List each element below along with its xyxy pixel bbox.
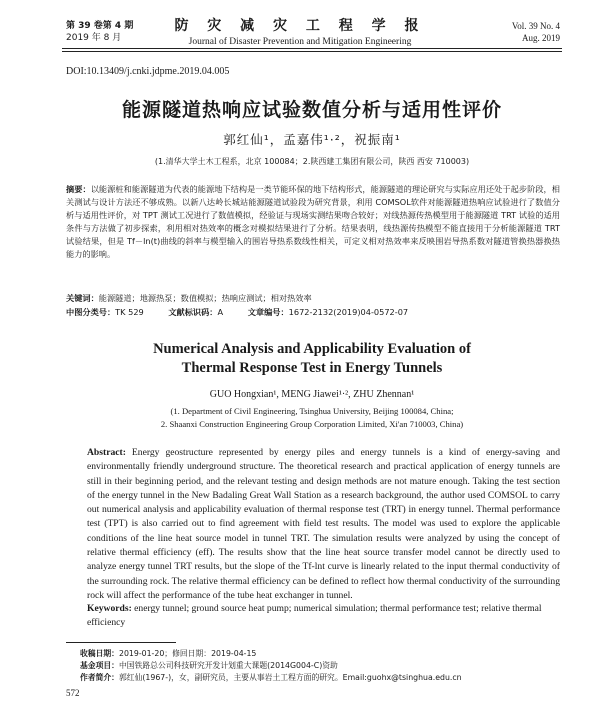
- header-date-cn: 2019 年 8 月: [66, 33, 122, 43]
- header-volume-cn: [66, 20, 133, 44]
- paper-title-en-line1: Numerical Analysis and Applicability Evaluation of: [153, 341, 471, 357]
- abstract-en-text: Energy geostructure represented by energy piles and energy tunnels is a kind of energy-saving and environmentally friendly underground structure. The theoretical research and practical application of energy tunnels are still in their beginning period, and the relevant testing and design methods are not mature enough. Taking the test section of the energy tunnel in the New Badaling Great Wall Station as a research background, the author used COMSOL to carry out numerical analysis and applicability evaluation of thermal response test (TRT) in energy tunnel. Thermal performance test (TPT) is also carried out to find agreement with field test results. The model was used to explore the applicable conditions of the line heat source model in tunnel TRT. The simulation results were analyzed by using the concept of relative thermal efficiency (eff). The results show that the line heat source transfer model cannot be directly used to analyze energy tunnel TRT results, but the slope of the Tf-lnt curve is linearly related to the input thermal conductivity of the surrounding rock. The relative thermal efficiency can be defined to reflect how thermal conductivity of the surrounding rock will affect the performance of the tube heat exchanger in tunnel.: [87, 447, 560, 601]
- keywords-en-label: Keywords:: [87, 603, 132, 614]
- affiliation-en-2: 2. Shaanxi Construction Engineering Group Corporation Limited, Xi'an 710003, China): [160, 419, 464, 429]
- header-date-en: Aug. 2019: [522, 33, 560, 43]
- affiliation-en-1: (1. Department of Civil Engineering, Tsinghua University, Beijing 100084, China;: [170, 406, 454, 416]
- header-rule-thick: [62, 48, 562, 49]
- abstract-cn-label: 摘要：: [66, 184, 91, 194]
- journal-title-cn: 防 灾 减 灾 工 程 学 报: [174, 18, 426, 34]
- footnote-author: 作者简介：郭红仙(1967-)，女，副研究员，主要从事岩土工程方面的研究。Email:guohx@tsinghua.edu.cn: [80, 673, 462, 682]
- paper-title-en: [62, 340, 562, 378]
- footnote-received: 收稿日期：2019-01-20；修回日期：2019-04-15: [80, 649, 257, 658]
- keywords-en-text: energy tunnel; ground source heat pump; numerical simulation; thermal performance test; relative thermal efficiency: [87, 603, 542, 629]
- footnote: [80, 648, 560, 684]
- document-code: 文献标识码：A: [168, 307, 224, 317]
- doi: DOI:10.13409/j.cnki.jdpme.2019.04.005: [66, 66, 230, 77]
- authors-cn: 郭红仙¹，孟嘉伟¹·²，祝振南¹: [223, 132, 401, 147]
- journal-title-en: Journal of Disaster Prevention and Mitigation Engineering: [188, 37, 412, 47]
- affiliation-cn: (1.清华大学土木工程系，北京 100084；2.陕西建工集团有限公司，陕西 西安 710003): [154, 157, 470, 166]
- affiliation-en: [62, 405, 562, 431]
- header-volume-en: [512, 20, 560, 44]
- keywords-cn: [66, 293, 560, 304]
- paper-title-en-line2: Thermal Response Test in Energy Tunnels: [181, 360, 443, 376]
- header-rule-thin: [62, 51, 562, 52]
- abstract-cn-text: 以能源桩和能源隧道为代表的能源地下结构是一类节能环保的地下结构形式，能源隧道的理论研究与实际应用还处于起步阶段，相关测试与设计方法还不够成熟。以新八达岭长城站能源隧道试验段为研究背景，利用 COMSOL软件对能源隧道热响应试验进行了数值分析与适用性评价，对 TPT 测试工况进行了数值模拟，经验证与现场实测结果吻合较好；对线热源传热模型用于能源隧道 TRT 试验的适用条件与方法做了初步探索，利用相对热效率的概念对模拟结果进行了分析。结果表明，线热源传热模型不能直接用于分析能源隧道 TRT 试验结果，但是 Tf－ln(t)曲线的斜率与模型输入的围岩导热系数线性相关，可定义相对热效率来反映围岩导热系数对隧道管换热器换热能力的影响。: [66, 184, 560, 259]
- footnote-rule: [66, 642, 176, 643]
- footnote-fund: 基金项目：中国铁路总公司科技研究开发计划重大课题(2014G004-C)资助: [80, 661, 338, 670]
- header-vol-en: Vol. 39 No. 4: [511, 21, 560, 31]
- abstract-en-label: Abstract:: [87, 447, 126, 458]
- abstract-cn: [66, 183, 560, 261]
- paper-title-cn: 能源隧道热响应试验数值分析与适用性评价: [121, 99, 502, 121]
- authors-en: GUO Hongxian¹, MENG Jiawei¹·², ZHU Zhennan¹: [209, 389, 415, 400]
- page-number: 572: [66, 688, 80, 698]
- class-number: 中图分类号：TK 529: [66, 307, 144, 317]
- keywords-cn-label: 关键词：: [66, 293, 99, 303]
- article-number: 文章编号：1672-2132(2019)04-0572-07: [247, 307, 409, 317]
- abstract-en: [87, 446, 560, 603]
- header-vol-cn: 第 39 卷第 4 期: [66, 21, 134, 31]
- keywords-cn-text: 能源隧道；地源热泵；数值模拟；热响应测试；相对热效率: [98, 293, 312, 303]
- classification-line: [66, 307, 560, 318]
- keywords-en: [87, 602, 560, 631]
- header-journal: [160, 15, 440, 47]
